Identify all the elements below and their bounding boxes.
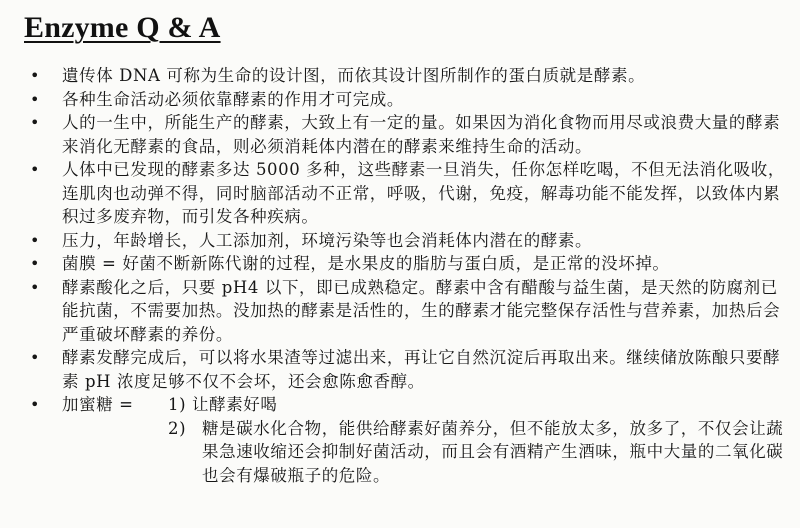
honey-item: [0, 393, 800, 417]
bullet-dot-icon: •: [30, 395, 41, 414]
list-item-text: 人的一生中，所能生产的酵素，大致上有一定的量。如果因为消化食物而用尽或浪费大量的酵素来消化无酵素的食品，则必须消耗体内潜在的酵素来维持生命的活动。: [62, 113, 781, 156]
list-item: [0, 88, 800, 112]
list-item: [0, 111, 800, 158]
bullet-dot-icon: •: [30, 89, 41, 109]
list-item-text: 酵素发酵完成后，可以将水果渣等过滤出来，再让它自然沉淀后再取出来。继续储放陈酿只要酵素 pH 浓度足够不仅不会坏，还会愈陈愈香醇。: [62, 348, 781, 391]
list-item: [0, 252, 800, 276]
bullet-dot-icon: •: [30, 348, 41, 367]
list-item: [0, 346, 800, 393]
bullet-dot-icon: •: [30, 254, 41, 273]
bullet-dot-icon: •: [30, 230, 41, 250]
list-item-text: 酵素酸化之后，只要 pH4 以下，即已成熟稳定。酵素中含有醋酸与益生菌，是天然的防腐剂已能抗菌，不需要加热。没加热的酵素是活性的，生的酵素才能完整保存活性与营养素，加热后会严重破坏酵素的养份。: [62, 277, 781, 344]
bullet-dot-icon: •: [30, 66, 41, 85]
list-item: [0, 158, 800, 229]
list-item-text: 各种生命活动必须依靠酵素的作用才可完成。: [62, 89, 404, 109]
bullet-dot-icon: •: [30, 160, 41, 179]
honey-subpoint: [0, 417, 800, 488]
honey-point-text: 让酵素好喝: [192, 395, 278, 414]
honey-point-number: 2): [168, 418, 187, 438]
list-item: [0, 64, 800, 88]
list-item-text: 菌膜 = 好菌不断新陈代谢的过程，是水果皮的脂肪与蛋白质，是正常的没坏掉。: [62, 254, 670, 273]
honey-label: 加蜜糖 =: [62, 395, 134, 414]
list-item: [0, 229, 800, 253]
list-item-text: 压力，年龄增长，人工添加剂，环境污染等也会消耗体内潜在的酵素。: [62, 230, 593, 250]
honey-point-text: 糖是碳水化合物，能供给酵素好菌养分，但不能放太多，放多了，不仅会让蔬果急速收缩还会抑制好菌活动，而且会有酒精产生酒味，瓶中大量的二氧化碳也会有爆破瓶子的危险。: [202, 418, 784, 485]
bullet-dot-icon: •: [30, 113, 41, 132]
list-item: [0, 276, 800, 347]
page-title: Enzyme Q & A: [24, 11, 221, 44]
list-item-text: 人体中已发现的酵素多达 5000 多种，这些酵素一旦消失，任你怎样吃喝，不但无法消化吸收，连肌肉也动弹不得，同时脑部活动不正常，呼吸，代谢，免疫，解毒功能不能发挥，以致体内累积过多废弃物，而引发各种疾病。: [62, 160, 785, 226]
bullet-dot-icon: •: [30, 277, 41, 297]
honey-point-number: 1): [168, 395, 187, 414]
list-item-text: 遺传体 DNA 可称为生命的设计图，而依其设计图所制作的蛋白质就是酵素。: [62, 66, 646, 85]
bullet-list: [0, 64, 800, 487]
